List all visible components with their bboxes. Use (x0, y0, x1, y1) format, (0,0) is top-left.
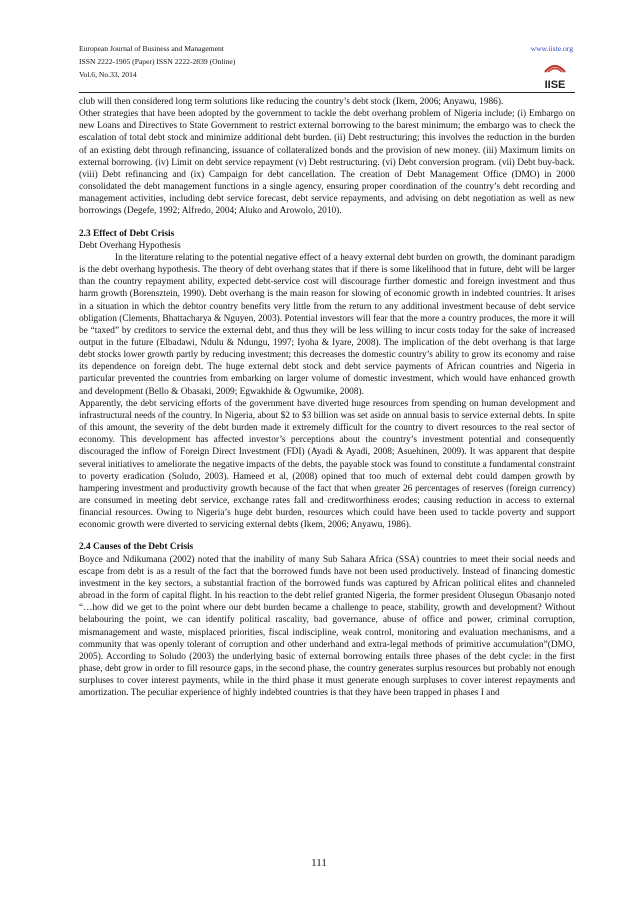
journal-header (79, 42, 575, 92)
body-text (79, 96, 575, 700)
logo-text: IISE (544, 79, 566, 91)
page-number: 111 (311, 857, 327, 869)
section-heading-2-3: 2.3 Effect of Debt Crisis (79, 228, 175, 239)
paragraph-4: Apparently, the debt servicing efforts of the government have diverted huge resources from spending on human development and infrastructural needs of the country. In Nigeria, about $2 to $3 billion was set aside on annual basis to service external debts. In spite of this amount, the severity of the debt burden made it extremely difficult for the country to divert resources to the real sector of economy. This development has affected investor’s perceptions about the country’s investment potential and consequently discouraged the inflow of Foreign Direct Investment (FDI) (Ayadi & Ayadi, 2008; Asuehinen, 2009). It was apparent that despite several initiatives to ameliorate the negative impacts of the debts, the payable stock was found to constitute a fundamental constraint to poverty eradication (Soludo, 2003). Hameed et al, (2008) opined that too much of external debt could dampen growth by hampering investment and productivity growth because of the fact that when greater 26 percentages of reserves (foreign currency) are consumed in meeting debt service, exchange rates fall and creditworthiness erodes; causing reduction in access to external financial resources. Owing to Nigeria’s huge debt burden, resources which could have been used to tackle poverty and support economic growth were diverted to servicing external debts (Ikem, 2006; Anyawu, 1986). (79, 398, 575, 531)
journal-url-link[interactable]: www.iiste.org (530, 44, 573, 53)
section-heading-2-4: 2.4 Causes of the Debt Crisis (79, 542, 194, 553)
journal-title: European Journal of Business and Management (79, 44, 224, 53)
iiste-logo-icon (539, 62, 571, 92)
paragraph-5: Boyce and Ndikumana (2002) noted that the inability of many Sub Sahara Africa (SSA) countries to meet their social needs and escape from debt is as a result of the fact that the borrowed funds have not been used productively. Instead of financing domestic investment in the key sectors, a substantial fraction of the borrowed funds was captured by African political elites and channeled abroad in the form of capital flight. In his reaction to the debt relief granted Nigeria, the former president Olusegun Obasanjo noted “…how did we get to the point where our debt burden became a challenge to peace, stability, growth and development? Without belabouring the point, we can identify political rascality, bad governance, abuse of office and power, criminal corruption, mismanagement and waste, misplaced priorities, fiscal indiscipline, weak control, monitoring and evaluation mechanisms, and a community that was openly tolerant of corruption and other underhand and extra-legal methods of primitive accumulation”(DMO, 2005). According to Soludo (2003) the underlying basic of external borrowing entails three phases of the debt cycle: in the first phase, debt grow in order to fill resource gaps, in the second phase, the country generates surplus resources but probably not enough surpluses to cover interest payments, while in the third phase it must generate enough surpluses to cover interest repayments and amortization. The peculiar experience of highly indebted countries is that they have been trapped in phases I and (79, 554, 575, 699)
subheading-debt-overhang: Debt Overhang Hypothesis (79, 240, 181, 251)
paragraph-1: club will then considered long term solutions like reducing the country’s debt stock (Ikem, 2006; Anyawu, 1986). (79, 97, 504, 107)
journal-issn: ISSN 2222-1905 (Paper) ISSN 2222-2839 (Online) (79, 57, 236, 66)
paragraph-2: Other strategies that have been adopted by the government to tackle the debt overhang problem of Nigeria include; (i) Embargo on new Loans and Directives to State Government to restrict external borrowing to the barest minimum; the embargo was to check the escalation of total debt stock and minimize additional debt burden. (ii) Debt restructuring; this involves the reduction in the burden of an existing debt through refinancing, issuance of collateralized bonds and the provision of new money. (iii) Maximum limits on external borrowing. (iv) Limit on debt service repayment (v) Debt restructuring. (vi) Debt conversion program. (vii) Debt buy-back. (viii) Debt refinancing and (ix) Campaign for debt cancellation. The creation of Debt Management Office (DMO) in 2000 consolidated the debt management functions in a single agency, ensuring proper coordination of the country’s debt recording and management activities, including debt service forecast, debt service repayments, and advising on debt negotiation as well as new borrowings (Degefe, 1992; Alfredo, 2004; Aluko and Arowolo, 2010). (79, 109, 575, 217)
header-divider (79, 92, 575, 93)
paragraph-3: In the literature relating to the potential negative effect of a heavy external debt burden on growth, the dominant paradigm is the debt overhang hypothesis. The theory of debt overhang states that if there is some likelihood that in future, debt will be larger than the country repayment ability, expected debt-service cost will discourage further domestic and foreign investment and thus harm growth (Borensztein, 1990). Debt overhang is the main reason for slowing of economic growth in indebted countries. It arises in a situation in which the debtor country benefits very little from the return to any additional investment because of debt service obligation (Clements, Bhattacharya & Nguyen, 2003). Potential investors will fear that the more a country produces, the more it will be “taxed” by creditors to service the external debt, and thus they will be less willing to incur costs today for the sake of increased output in the future (Elbadawi, Ndulu & Ndungu, 1997; Iyoha & Iyare, 2008). The implication of the debt overhang is that large debt stocks lower growth partly by reducing investment; this decreases the domestic country’s ability to grow its economy and raise its dependence on foreign debt. The huge external debt stock and debt service payments of African countries and Nigeria in particular prevented the countries from embarking on larger volume of domestic investment, which would have enhanced growth and development (Bello & Obasaki, 2009; Egwakhide & Ogwumike, 2008). (79, 252, 575, 397)
journal-volume: Vol.6, No.33, 2014 (79, 70, 137, 79)
